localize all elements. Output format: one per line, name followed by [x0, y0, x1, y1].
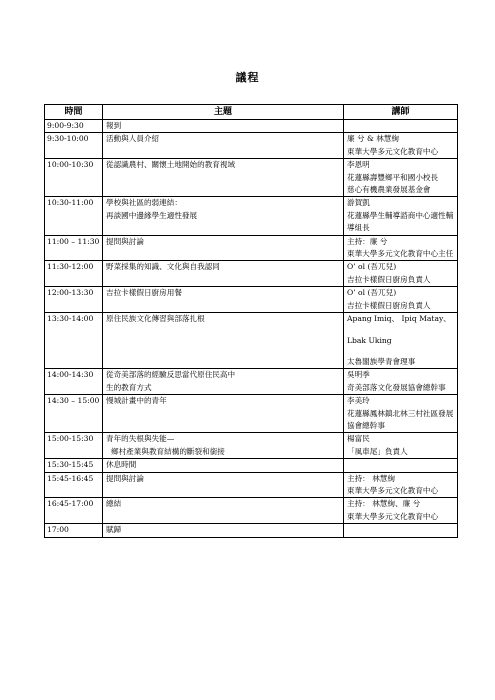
table-row: [45, 459, 458, 472]
speaker-line: 吉拉卡樣假日廚房負責人: [347, 274, 431, 284]
time-cell: 17:00: [45, 524, 103, 537]
topic-line: 休息時間: [106, 460, 137, 470]
topic-line: 活動與人員介紹: [106, 134, 160, 144]
speaker-line: 主持： 林慧絢、廉 兮: [347, 499, 421, 509]
speaker-cell: [344, 261, 458, 287]
speaker-cell: [344, 433, 458, 459]
speaker-line: 「風車尾」負責人: [347, 446, 408, 456]
topic-line: 青年的失根與失能—: [106, 434, 175, 444]
topic-line: 吉拉卡樣假日廚房用餐: [106, 288, 182, 298]
speaker-line: 主持：廉 兮: [347, 236, 388, 246]
speaker-line: O’ ol (吾兀兒): [347, 262, 397, 272]
speaker-cell: [344, 235, 458, 261]
table-row: [45, 313, 458, 369]
speaker-cell: [344, 120, 458, 133]
speaker-cell: [344, 395, 458, 433]
table-row: [45, 287, 458, 313]
speaker-cell: [344, 313, 458, 369]
time-cell: 9:00-9:30: [45, 120, 103, 133]
speaker-cell: [344, 197, 458, 235]
speaker-line: 協會總幹事: [347, 420, 385, 430]
table-row: [45, 235, 458, 261]
time-cell: 15:00-15:30: [45, 433, 103, 459]
speaker-line: 吳明季: [347, 370, 370, 380]
speaker-line: 游賀凱: [347, 198, 370, 208]
topic-line: 原住民族文化傳習與部落扎根: [106, 314, 205, 324]
speaker-line: 花蓮縣學生輔導諮商中心適性輔: [347, 210, 454, 220]
time-cell: 15:30-15:45: [45, 459, 103, 472]
table-row: [45, 133, 458, 159]
topic-cell: [103, 433, 344, 459]
speaker-line: 花蓮縣壽豐鄉平和國小校長: [347, 172, 439, 182]
speaker-cell: [344, 459, 458, 472]
topic-line: 從認識農村、關懷土地開始的教育視域: [106, 160, 236, 170]
speaker-line: Lbak Uking: [347, 335, 392, 345]
speaker-line: 東華大學多元文化教育中心主任: [347, 249, 454, 259]
time-cell: 13:30-14:00: [45, 313, 103, 369]
speaker-cell: [344, 287, 458, 313]
topic-cell: [103, 159, 344, 197]
table-row: [45, 369, 458, 395]
agenda-table: [44, 104, 458, 538]
speaker-line: 導組長: [347, 223, 370, 233]
topic-line: 野菜採集的知識、文化與自我認同: [106, 262, 220, 272]
table-row: [45, 261, 458, 287]
time-cell: 15:45-16:45: [45, 472, 103, 498]
speaker-line: O’ ol (吾兀兒): [347, 288, 397, 298]
speaker-cell: [344, 133, 458, 159]
topic-cell: [103, 235, 344, 261]
table-row: [45, 395, 458, 433]
topic-line: 從奇美部落的經驗反思當代原住民高中: [106, 370, 236, 380]
topic-cell: [103, 472, 344, 498]
page-title: 議程: [235, 71, 260, 84]
speaker-line: 李美玲: [347, 396, 370, 406]
speaker-line: 主持： 林慧絢: [347, 473, 395, 483]
header-time: 時間: [45, 105, 103, 120]
topic-cell: [103, 498, 344, 524]
header-topic: 主題: [103, 105, 344, 120]
topic-line: 提問與討論: [106, 473, 144, 483]
table-header-row: [45, 105, 458, 120]
time-cell: 10:00-10:30: [45, 159, 103, 197]
time-cell: 11:30-12:00: [45, 261, 103, 287]
table-row: [45, 472, 458, 498]
speaker-line: 奇美部落文化發展協會總幹事: [347, 382, 446, 392]
topic-line: 報到: [106, 121, 122, 130]
time-cell: 14:00-14:30: [45, 369, 103, 395]
table-row: [45, 524, 458, 537]
table-row: [45, 120, 458, 133]
spacer: [347, 326, 457, 335]
topic-cell: [103, 395, 344, 433]
speaker-cell: [344, 472, 458, 498]
topic-line: 賦歸: [106, 525, 122, 535]
speaker-line: 東華大學多元文化教育中心: [347, 485, 439, 495]
speaker-line: 太魯閣族學青會理事: [347, 356, 416, 366]
speaker-line: 東華大學多元文化教育中心: [347, 511, 439, 521]
topic-cell: [103, 133, 344, 159]
speaker-line: 李恩明: [347, 160, 370, 170]
topic-cell: [103, 197, 344, 235]
speaker-cell: [344, 159, 458, 197]
speaker-line: 楊富民: [347, 434, 370, 444]
speaker-cell: [344, 524, 458, 537]
speaker-cell: [344, 498, 458, 524]
topic-line: 提問與討論: [106, 236, 144, 246]
speaker-line: 花蓮縣鳳林鎮北林三村社區發展: [347, 408, 454, 418]
topic-cell: [103, 524, 344, 537]
table-row: [45, 159, 458, 197]
header-speaker: 講師: [344, 105, 458, 120]
topic-line: 學校與社區的弱連結：: [106, 198, 182, 208]
topic-line: 生的教育方式: [106, 382, 152, 392]
topic-line: 總結: [106, 499, 122, 509]
speaker-line: 吉拉卡樣假日廚房負責人: [347, 300, 431, 310]
topic-line: 再談國中邊緣學生適性發展: [106, 210, 198, 220]
speaker-line: Apang Imiq、 Ipiq Matay、: [347, 314, 451, 324]
topic-cell: [103, 369, 344, 395]
time-cell: 16:45-17:00: [45, 498, 103, 524]
speaker-line: 慈心有機農業發展基金會: [347, 185, 431, 195]
time-cell: 12:00-13:30: [45, 287, 103, 313]
speaker-line: 東華大學多元文化教育中心: [347, 146, 439, 156]
speaker-cell: [344, 369, 458, 395]
table-row: [45, 498, 458, 524]
topic-cell: [103, 313, 344, 369]
spacer: [347, 347, 457, 356]
speaker-line: 廉 兮 & 林慧絢: [347, 134, 399, 144]
time-cell: 14:30 – 15:00: [45, 395, 103, 433]
topic-cell: [103, 287, 344, 313]
topic-cell: [103, 120, 344, 133]
topic-line: 鄉村產業與教育結構的斷裂和銜接: [111, 446, 225, 456]
time-cell: 10:30-11:00: [45, 197, 103, 235]
table-row: [45, 433, 458, 459]
topic-cell: [103, 261, 344, 287]
topic-line: 慢城計畫中的青年: [106, 396, 167, 406]
topic-cell: [103, 459, 344, 472]
time-cell: 9:30-10:00: [45, 133, 103, 159]
time-cell: 11:00 – 11:30: [45, 235, 103, 261]
table-row: [45, 197, 458, 235]
